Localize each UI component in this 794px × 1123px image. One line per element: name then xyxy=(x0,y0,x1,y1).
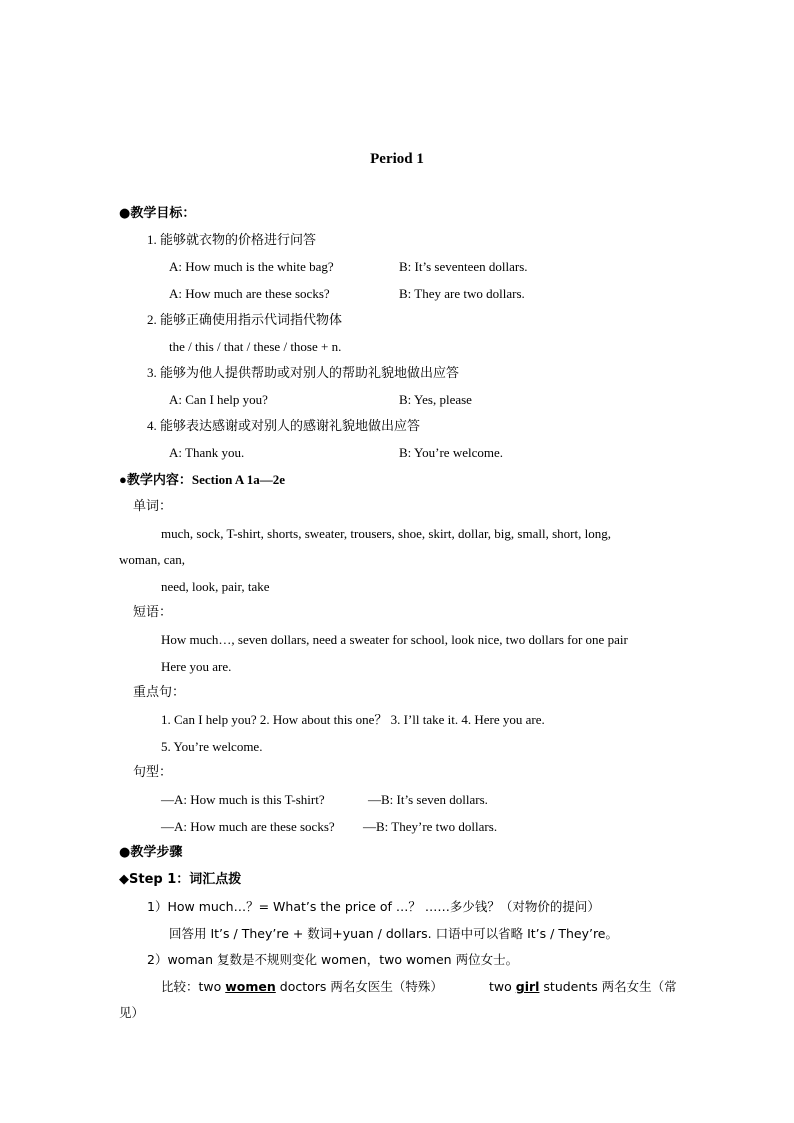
objective-number: 2. xyxy=(147,312,157,327)
objective-number: 3. xyxy=(147,365,157,380)
pattern-line: —B: They’re two dollars. xyxy=(363,819,498,834)
comparison-line-2 xyxy=(489,978,677,996)
objective-text: 能够就衣物的价格进行问答 xyxy=(160,233,317,248)
dialog-line: B: It’s seventeen dollars. xyxy=(399,259,528,274)
underlined-word-women: women xyxy=(225,979,276,994)
objective-text: 能够为他人提供帮助或对别人的帮助礼貌地做出应答 xyxy=(160,366,460,381)
words-line: woman, can, xyxy=(119,552,186,567)
step-1-heading: ◆Step 1：词汇点拨 xyxy=(119,872,242,887)
words-label: 单词： xyxy=(133,499,173,514)
objective-text: 能够表达感谢或对别人的感谢礼貌地做出应答 xyxy=(160,419,421,434)
key-sentences-label: 重点句： xyxy=(133,685,186,700)
steps-heading: ●教学步骤 xyxy=(119,845,183,860)
key-sentences-line: 5. You’re welcome. xyxy=(161,739,263,754)
dialog-line: A: Thank you. xyxy=(169,445,245,460)
demonstratives-line: the / this / that / these / those + n. xyxy=(169,339,342,354)
underlined-word-girl: girl xyxy=(515,979,540,994)
dialog-line: B: You’re welcome. xyxy=(399,445,503,460)
comparison-text: students 两名女生（常 xyxy=(539,979,677,994)
objective-item-4 xyxy=(147,417,420,436)
objective-item-1 xyxy=(147,231,316,250)
words-line: much, sock, T-shirt, shorts, sweater, trousers, shoe, skirt, dollar, big, small, short, long, xyxy=(161,526,611,541)
dialog-line: A: How much are these socks? xyxy=(169,286,330,301)
page-title: Period 1 xyxy=(370,151,424,167)
phrases-line: Here you are. xyxy=(161,659,232,674)
pattern-line: —B: It’s seven dollars. xyxy=(368,792,488,807)
pattern-line: —A: How much is this T-shirt? xyxy=(161,792,325,807)
comparison-line-tail: 见） xyxy=(119,1005,145,1020)
dialog-line: B: They are two dollars. xyxy=(399,286,525,301)
objective-number: 1. xyxy=(147,232,157,247)
comparison-text: doctors 两名女医生（特殊） xyxy=(275,979,443,994)
dialog-line: B: Yes, please xyxy=(399,392,472,407)
patterns-label: 句型： xyxy=(133,765,173,780)
words-line: need, look, pair, take xyxy=(161,579,270,594)
dialog-line: A: How much is the white bag? xyxy=(169,259,334,274)
objective-item-2 xyxy=(147,311,342,330)
comparison-line xyxy=(161,978,443,996)
step-point-1: 1）How much…？= What’s the price of …？ ……多少钱？（对物价的提问） xyxy=(147,899,600,914)
step-point-1-answer: 回答用 It’s / They’re + 数词+yuan / dollars. 口语中可以省略 It’s / They’re。 xyxy=(169,926,618,941)
objective-item-3 xyxy=(147,364,459,383)
objective-text: 能够正确使用指示代词指代物体 xyxy=(160,313,343,328)
key-sentences-line: 1. Can I help you? 2. How about this one？ 3. I’ll take it. 4. Here you are. xyxy=(161,712,545,727)
objective-number: 4. xyxy=(147,418,157,433)
objectives-heading: ●教学目标： xyxy=(119,206,196,221)
dialog-line: A: Can I help you? xyxy=(169,392,268,407)
phrases-label: 短语： xyxy=(133,605,173,620)
content-heading: ●教学内容：Section A 1a—2e xyxy=(119,472,286,487)
phrases-line: How much…, seven dollars, need a sweater for school, look nice, two dollars for one pair xyxy=(161,632,628,647)
pattern-line: —A: How much are these socks? xyxy=(161,819,335,834)
comparison-label: 比较：two xyxy=(161,979,226,994)
step-point-2: 2）woman 复数是不规则变化 women，two women 两位女士。 xyxy=(147,952,519,967)
comparison-text: two xyxy=(489,979,516,994)
